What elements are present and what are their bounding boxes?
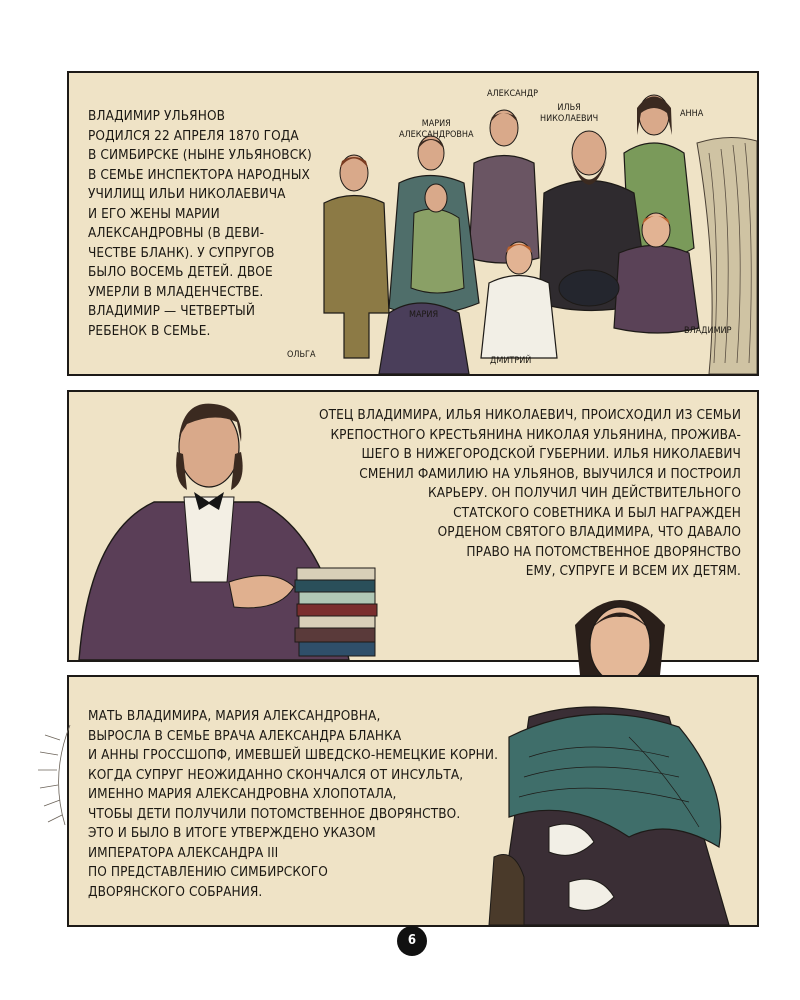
label-alexandr: АЛЕКСАНДР (487, 89, 538, 99)
alexandr-figure (469, 110, 539, 263)
label-olga: ОЛЬГА (287, 350, 316, 360)
hat-shape (559, 270, 619, 306)
label-vladimir: ВЛАДИМИР (684, 326, 732, 336)
family-caption: ВЛАДИМИР УЛЬЯНОВ РОДИЛСЯ 22 АПРЕЛЯ 1870 ГОДА В СИМБИРСКЕ (НЫНЕ УЛЬЯНОВСК) В СЕМЬЕ ИНСПЕКТОРА НАРОДНЫХ УЧИЛИЩ ИЛЬИ НИКОЛАЕВИЧА И ЕГО ЖЕНЫ МАРИИ АЛЕКСАНДРОВНЫ (В ДЕВИ- ЧЕСТВЕ БЛАНК). У СУПРУГОВ БЫЛО ВОСЕМЬ ДЕТЕЙ. ДВОЕ УМЕРЛИ В МЛАДЕНЧЕСТВЕ. ВЛАДИМИР — ЧЕТВЕРТЫЙ РЕБЕНОК В СЕМЬЕ. (88, 108, 312, 339)
fern-decoration (30, 720, 75, 830)
label-dmitry: ДМИТРИЙ (490, 356, 532, 366)
family-panel (67, 71, 759, 376)
label-ilya: ИЛЬЯ НИКОЛАЕВИЧ (540, 103, 599, 124)
mother-caption: МАТЬ ВЛАДИМИРА, МАРИЯ АЛЕКСАНДРОВНА, ВЫРОСЛА В СЕМЬЕ ВРАЧА АЛЕКСАНДРА БЛАНКА И АННЫ ГРОССШОПФ, ИМЕВШЕЙ ШВЕДСКО-НЕМЕЦКИЕ КОРНИ. КОГДА СУПРУГ НЕОЖИДАННО СКОНЧАЛСЯ ОТ ИНСУЛЬТА, ИМЕННО МАРИЯ АЛЕКСАНДРОВНА ХЛОПОТАЛА, ЧТОБЫ ДЕТИ ПОЛУЧИЛИ ПОТОМСТВЕННОЕ ДВОРЯНСТВО. ЭТО И БЫЛО В ИТОГЕ УТВЕРЖДЕНО УКАЗОМ ИМПЕРАТОРА АЛЕКСАНДРА III ПО ПРЕДСТАВЛЕНИЮ СИМБИРСКОГО ДВОРЯНСКОГО СОБРАНИЯ. (88, 708, 499, 900)
page-number-badge: 6 (397, 926, 427, 956)
label-maria-alexandrovna: МАРИЯ АЛЕКСАНДРОВНА (399, 119, 474, 140)
label-anna: АННА (680, 109, 704, 119)
father-caption: ОТЕЦ ВЛАДИМИРА, ИЛЬЯ НИКОЛАЕВИЧ, ПРОИСХОДИЛ ИЗ СЕМЬИ КРЕПОСТНОГО КРЕСТЬЯНИНА НИКОЛАЯ УЛЬЯНИНА, ПРОЖИВА- ШЕГО В НИЖЕГОРОДСКОЙ ГУБЕРНИИ. ИЛЬЯ НИКОЛАЕВИЧ СМЕНИЛ ФАМИЛИЮ НА УЛЬЯНОВ, ВЫУЧИЛСЯ И ПОСТРОИЛ КАРЬЕРУ. ОН ПОЛУЧИЛ ЧИН ДЕЙСТВИТЕЛЬНОГО СТАТСКОГО СОВЕТНИКА И БЫЛ НАГРАЖДЕН ОРДЕНОМ СВЯТОГО ВЛАДИМИРА, ЧТО ДАВАЛО ПРАВО НА ПОТОМСТВЕННОЕ ДВОРЯНСТВО ЕМУ, СУПРУГЕ И ВСЕМ ИХ ДЕТЯМ. (318, 407, 741, 579)
label-maria: МАРИЯ (409, 310, 439, 320)
olga-figure (324, 155, 389, 358)
mother-panel (67, 675, 759, 927)
